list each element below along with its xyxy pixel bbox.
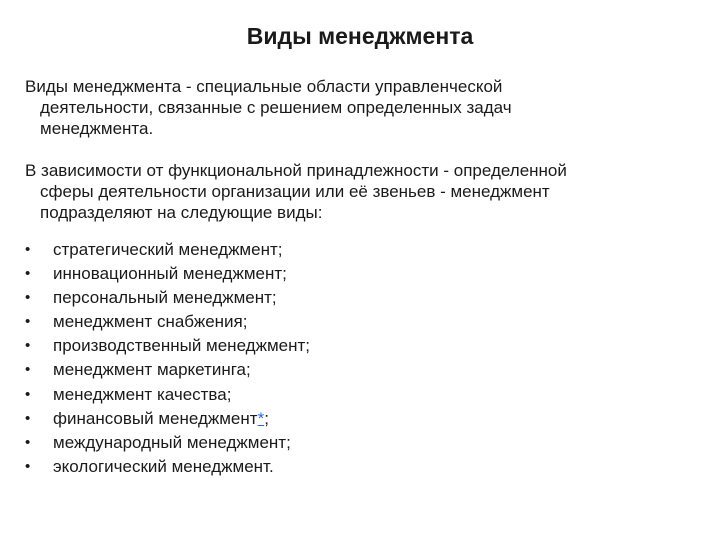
bullet-icon: • — [25, 361, 31, 379]
intro-line-3: подразделяют на следующие виды: — [40, 203, 323, 222]
list-item-text: инновационный менеджмент; — [53, 264, 287, 284]
bullet-icon: • — [25, 241, 31, 258]
list-item — [25, 455, 310, 479]
bullet-icon: • — [25, 313, 31, 331]
list-item-text: международный менеджмент; — [53, 432, 291, 452]
footnote-link[interactable]: * — [257, 408, 265, 428]
list-item — [25, 358, 310, 382]
list-item-text: менеджмент снабжения; — [53, 312, 248, 332]
list-item-text: финансовый менеджмент — [53, 408, 258, 428]
list-item-text: стратегический менеджмент; — [53, 240, 283, 259]
definition-paragraph — [25, 76, 512, 139]
intro-paragraph — [25, 160, 567, 223]
bullet-icon: • — [25, 409, 31, 427]
bullet-icon: • — [25, 433, 31, 451]
bullet-icon: • — [25, 457, 31, 475]
list-item — [25, 334, 310, 358]
bullet-icon: • — [25, 289, 31, 307]
list-item — [25, 262, 310, 286]
definition-line-1: Виды менеджмента - специальные области управленческой — [25, 77, 503, 96]
bullet-icon: • — [25, 385, 31, 403]
definition-line-2: деятельности, связанные с решением определенных задач — [40, 98, 512, 117]
list-item — [25, 407, 310, 431]
list-item-text: персональный менеджмент; — [53, 288, 277, 308]
bullet-icon: • — [25, 337, 31, 355]
list-item — [25, 383, 310, 407]
list-item-text: экологический менеджмент. — [53, 456, 274, 476]
list-item-text: менеджмент качества; — [53, 384, 232, 404]
list-item-punctuation: ; — [264, 408, 269, 428]
list-item-text: менеджмент маркетинга; — [53, 360, 251, 380]
list-item — [25, 431, 310, 455]
bullet-icon: • — [25, 265, 31, 283]
list-item — [25, 286, 310, 310]
list-item — [25, 310, 310, 334]
list-item-text: производственный менеджмент; — [53, 336, 310, 356]
intro-line-2: сферы деятельности организации или её звеньев - менеджмент — [40, 182, 550, 201]
intro-line-1: В зависимости от функциональной принадлежности - определенной — [25, 161, 567, 180]
list-item — [25, 238, 310, 262]
definition-line-3: менеджмента. — [40, 119, 154, 138]
management-types-list — [25, 238, 310, 479]
slide-title: Виды менеджмента — [246, 23, 474, 49]
